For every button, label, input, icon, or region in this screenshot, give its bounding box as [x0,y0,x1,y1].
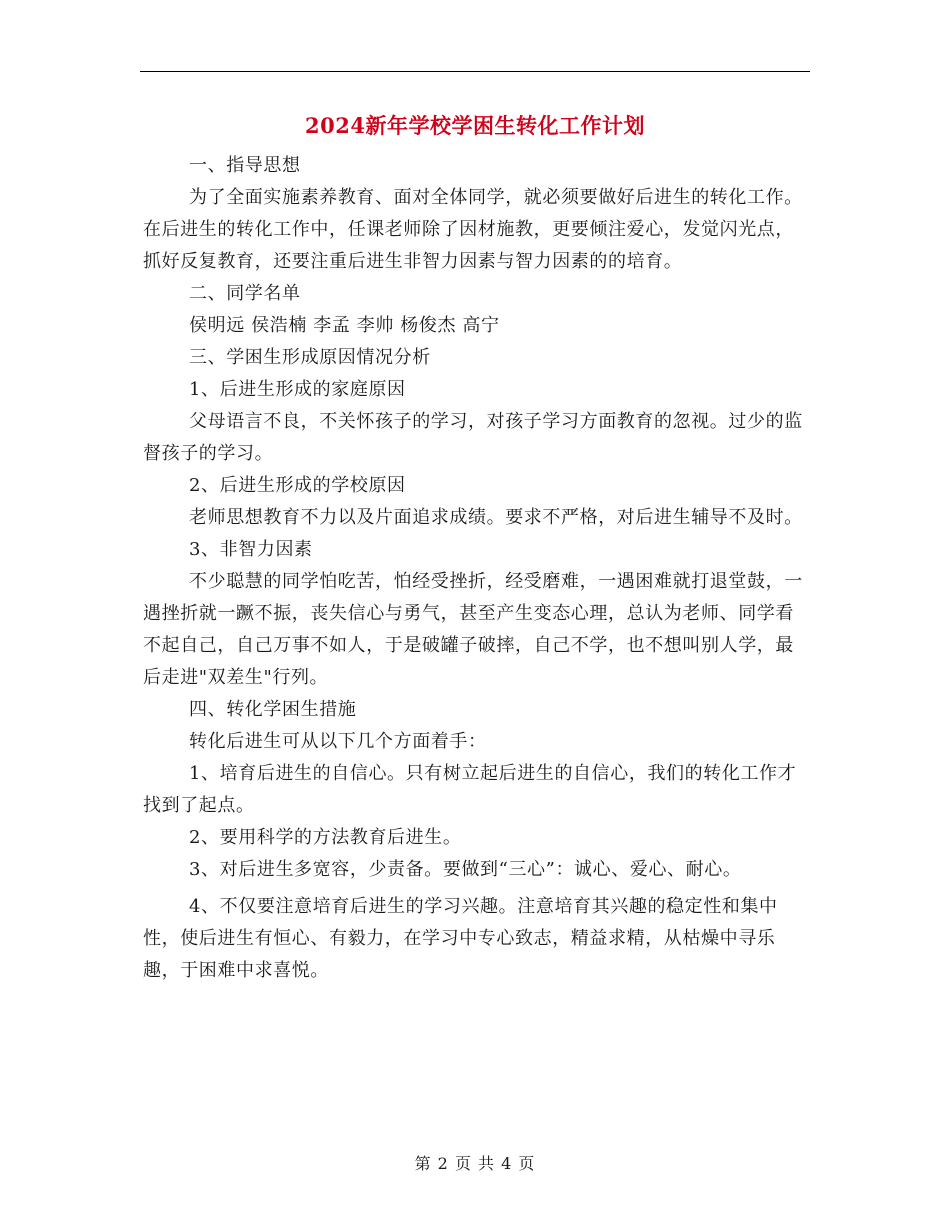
page-footer: 第 2 页 共 4 页 [414,1154,536,1173]
paragraph: 侯明远 侯浩楠 李孟 李帅 杨俊杰 高宁 [189,315,500,336]
paragraph: 2、后进生形成的学校原因 [189,475,406,496]
header-rule [140,71,810,72]
paragraph: 父母语言不良，不关怀孩子的学习，对孩子学习方面教育的忽视。过少的监督孩子的学习。 [143,411,803,464]
paragraph: 三、学困生形成原因情况分析 [189,347,431,368]
paragraph: 3、非智力因素 [189,539,313,560]
paragraph: 为了全面实施素养教育、面对全体同学，就必须要做好后进生的转化工作。在后进生的转化工作中，任课老师除了因材施教，更要倾注爱心，发觉闪光点，抓好反复教育，还要注重后进生非智力因素与智力因素的的培育。 [143,187,803,272]
paragraph: 不少聪慧的同学怕吃苦，怕经受挫折，经受磨难，一遇困难就打退堂鼓，一遇挫折就一蹶不振，丧失信心与勇气，甚至产生变态心理，总认为老师、同学看不起自己，自己万事不如人，于是破罐子破摔，自己不学，也不想叫别人学，最后走进"双差生"行列。 [143,571,803,688]
paragraph: 2、要用科学的方法教育后进生。 [189,827,462,848]
paragraph: 1、培育后进生的自信心。只有树立起后进生的自信心，我们的转化工作才找到了起点。 [143,763,797,816]
document-title: 2024新年学校学困生转化工作计划 [305,113,645,138]
paragraph: 转化后进生可从以下几个方面着手： [189,731,487,752]
paragraph: 一、指导思想 [189,155,301,176]
paragraph: 4、不仅要注意培育后进生的学习兴趣。注意培育其兴趣的稳定性和集中性，使后进生有恒心、有毅力，在学习中专心致志，精益求精，从枯燥中寻乐趣，于困难中求喜悦。 [143,896,778,981]
paragraph: 老师思想教育不力以及片面追求成绩。要求不严格，对后进生辅导不及时。 [189,507,803,528]
document-body [143,150,808,987]
paragraph: 3、对后进生多宽容，少责备。要做到“三心”：诚心、爱心、耐心。 [189,859,742,880]
paragraph: 四、转化学困生措施 [189,699,357,720]
paragraph: 1、后进生形成的家庭原因 [189,379,406,400]
paragraph: 二、同学名单 [189,283,301,304]
